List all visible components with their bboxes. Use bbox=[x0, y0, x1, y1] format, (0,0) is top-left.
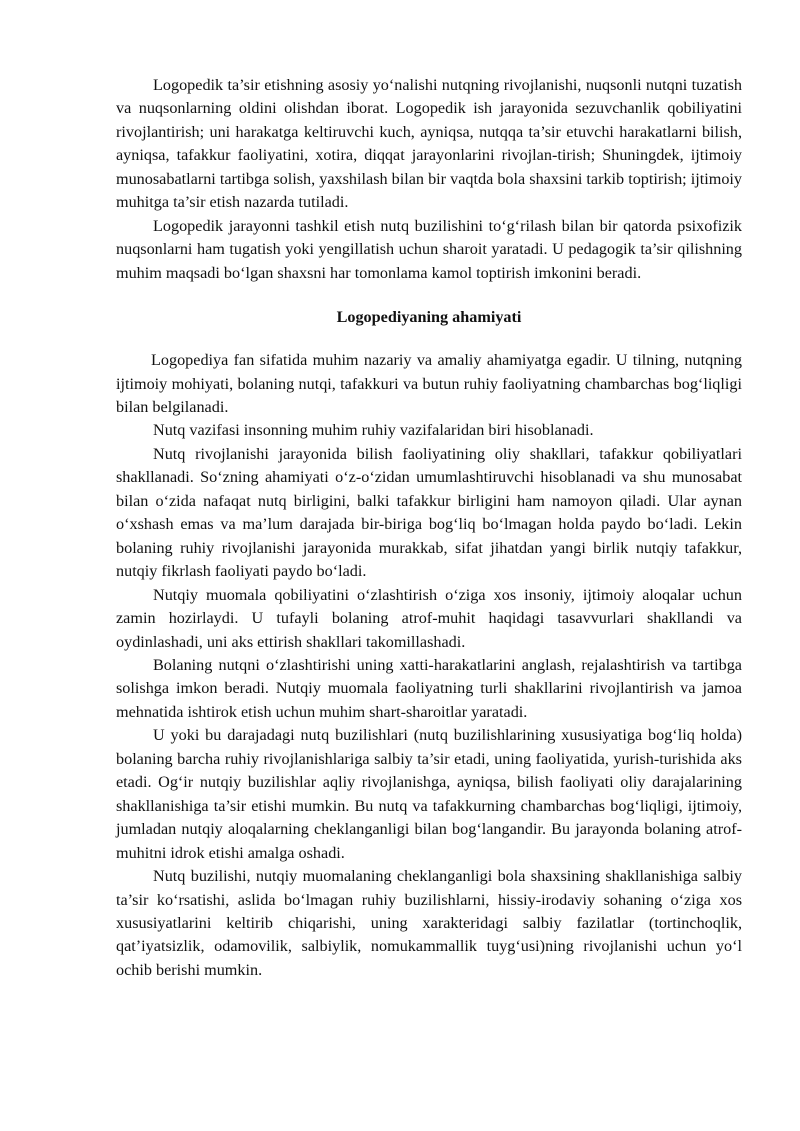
document-page bbox=[116, 74, 742, 982]
paragraph-intro-1: Logopedik ta’sir etishning asosiy yo‘nalishi nutqning rivojlanishi, nuqsonli nutqni tuzatish va nuqsonlarning oldini olishdan iborat. Logopedik ish jarayonida sezuvchanlik qobiliyatini rivojlantirish; uni harakatga keltiruvchi kuch, ayniqsa, nutqqa ta’sir etuvchi harakatlarni bilish, ayniqsa, tafakkur faoliyatini, xotira, diqqat jarayonlarini rivojlan-tirish; Shuningdek, ijtimoiy munosabatlarni tartibga solish, yaxshilash bilan bir vaqtda bola shaxsini tarkib toptirish; ijtimoiy muhitga ta’sir etish nazarda tutiladi. bbox=[116, 76, 742, 212]
paragraph-section-2: Nutq vazifasi insonning muhim ruhiy vazifalaridan biri hisoblanadi. bbox=[153, 421, 594, 440]
paragraph-section-3: Nutq rivojlanishi jarayonida bilish faoliyatining oliy shakllari, tafakkur qobiliyatlari shakllanadi. So‘zning ahamiyati o‘z-o‘zidan umumlashtiruvchi hisoblanadi va shu munosabat bilan o‘zida nafaqat nutq birligini, balki tafakkur birligini ham namoyon qiladi. Ular aynan o‘xshash emas va ma’lum darajada bir-biriga bog‘liq bo‘lmagan holda paydo bo‘ladi. Lekin bolaning ruhiy rivojlanishi jarayonida murakkab, sifat jihatdan yangi birlik nutqiy tafakkur, nutqiy fikrlash faoliyati paydo bo‘ladi. bbox=[116, 444, 742, 581]
paragraph-section-5: Bolaning nutqni o‘zlashtirishi uning xatti-harakatlarini anglash, rejalashtirish va tartibga solishga imkon beradi. Nutqiy muomala faoliyatning turli shakllarini rivojlantirish va jamoa mehnatida ishtirok etish uchun muhim shart-sharoitlar yaratadi. bbox=[116, 655, 742, 721]
paragraph-section-4: Nutqiy muomala qobiliyatini o‘zlashtirish o‘ziga xos insoniy, ijtimoiy aloqalar uchun zamin hozirlaydi. U tufayli bolaning atrof-muhit haqidagi tasavvurlari shakllandi va oydinlashadi, uni aks ettirish shakllari takomillashadi. bbox=[116, 585, 742, 651]
paragraph-section-7: Nutq buzilishi, nutqiy muomalaning cheklanganligi bola shaxsining shakllanishiga salbiy ta’sir ko‘rsatishi, aslida bo‘lmagan ruhiy buzilishlarni, hissiy-irodaviy sohaning o‘ziga xos xususiyatlarini keltirib chiqarishi, uning xarakteridagi salbiy fazilatlar (tortinchoqlik, qat’iyatsizlik, odamovilik, salbiylik, nomukammallik tuyg‘usi)ning rivojlanishi uchun yo‘l ochib berishi mumkin. bbox=[116, 867, 742, 979]
paragraph-section-6: U yoki bu darajadagi nutq buzilishlari (nutq buzilishlarining xususiyatiga bog‘liq holda) bolaning barcha ruhiy rivojlanishlariga salbiy ta’sir etadi, uning faoliyatida, yurish-turishida aks etadi. Og‘ir nutqiy buzilishlar aqliy rivojlanishga, ayniqsa, bilish faoliyati oliy darajalarining shakllanishiga ta’sir etishi mumkin. Bu nutq va tafakkurning chambarchas bog‘liqligi, ijtimoiy, jumladan nutqiy aloqalarning cheklanganligi bilan bog‘langandir. Bu jarayonda bolaning atrof-muhitni idrok etishi amalga oshadi. bbox=[116, 726, 742, 862]
paragraph-section-1: Logopediya fan sifatida muhim nazariy va amaliy ahamiyatga egadir. U tilning, nutqning ijtimoiy mohiyati, bolaning nutqi, tafakkuri va butun ruhiy faoliyatning chambarchas bog‘liqligi bilan belgilanadi. bbox=[116, 351, 742, 416]
paragraph-intro-2: Logopedik jarayonni tashkil etish nutq buzilishini to‘g‘rilash bilan bir qatorda psixofizik nuqsonlarni ham tugatish yoki yengillatish uchun sharoit yaratadi. U pedagogik ta’sir qilishning muhim maqsadi bo‘lgan shaxsni har tomonlama kamol toptirish imkonini beradi. bbox=[116, 216, 742, 282]
section-heading: Logopediyaning ahamiyati bbox=[336, 308, 522, 327]
